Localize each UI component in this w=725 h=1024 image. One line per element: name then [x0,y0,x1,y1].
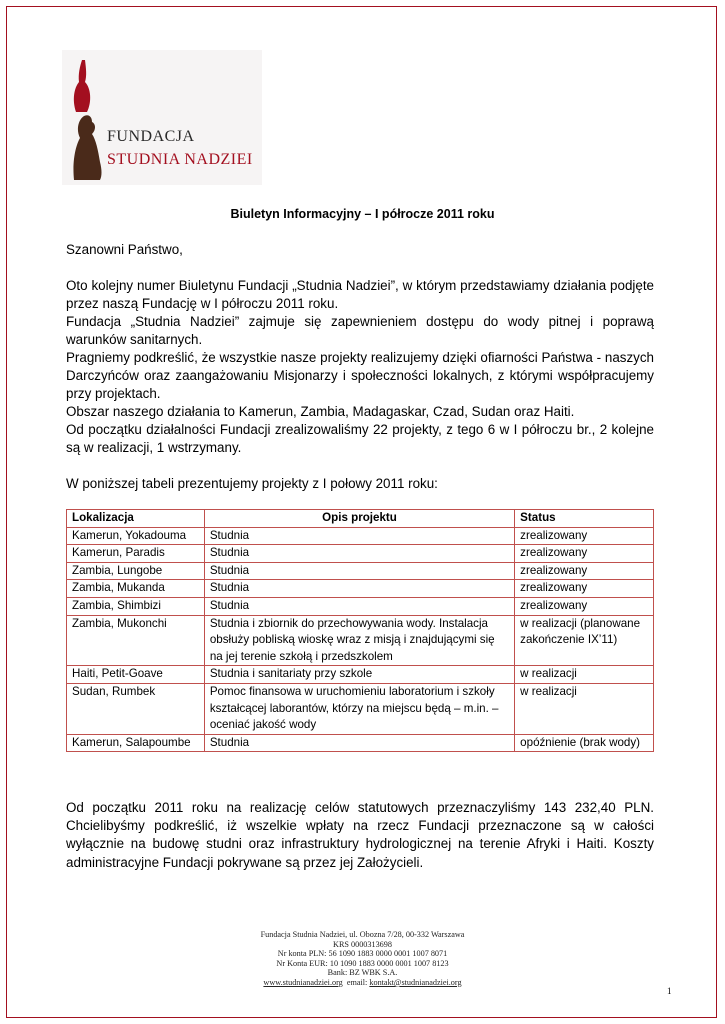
table-row [67,545,654,563]
intro-paragraph-1: Oto kolejny numer Biuletynu Fundacji „Studnia Nadziei”, w którym przedstawiamy działania podjęte przez naszą Fundację w I półroczu 2011 roku. [66,278,654,312]
cell-status: zrealizowany [515,597,654,615]
website-link[interactable]: www.studnianadziei.org [263,977,343,987]
cell-status: w realizacji [515,666,654,684]
cell-description: Studnia i sanitariaty przy szkole [204,666,514,684]
table-header-row [67,510,654,528]
email-label: email: [346,977,368,987]
cell-status: opóźnienie (brak wody) [515,734,654,752]
cell-description: Studnia [204,527,514,545]
table-row [67,562,654,580]
cell-status: zrealizowany [515,580,654,598]
footer-bank: Bank: BZ WBK S.A. [327,968,398,978]
cell-description: Studnia [204,562,514,580]
column-header-status: Status [515,510,654,528]
cell-location: Haiti, Petit-Goave [67,666,205,684]
intro-paragraph-3: Pragniemy podkreślić, że wszystkie nasze projekty realizujemy dzięki ofiarności Państwa - naszych Darczyńców oraz zaangażowaniu Misjonarzy i społeczności lokalnych, z którymi współpracujemy przy projektach. [66,350,654,402]
cell-location: Zambia, Lungobe [67,562,205,580]
email-link[interactable]: kontakt@studnianadziei.org [369,977,462,987]
cell-description: Studnia [204,734,514,752]
cell-status: w realizacji [515,683,654,734]
cell-status: zrealizowany [515,527,654,545]
logo-text-line2: STUDNIA NADZIEI [107,151,253,168]
table-row [67,666,654,684]
intro-paragraph-2: Fundacja „Studnia Nadziei” zajmuje się zapewnieniem dostępu do wody pitnej i poprawą warunków sanitarnych. [66,314,654,348]
intro-paragraph-5: Od początku działalności Fundacji zrealizowaliśmy 22 projekty, z tego 6 w I półroczu br., 2 kolejne są w realizacji, 1 wstrzymany. [66,422,654,456]
intro-paragraph-4: Obszar naszego działania to Kamerun, Zambia, Madagaskar, Czad, Sudan oraz Haiti. [66,404,575,419]
cell-location: Zambia, Shimbizi [67,597,205,615]
table-row [67,615,654,666]
cell-description: Studnia i zbiornik do przechowywania wody. Instalacja obsłuży pobliską wioskę wraz z misją i znajdującymi się na jej terenie szkołą i przedszkolem [204,615,514,666]
cell-location: Sudan, Rumbek [67,683,205,734]
footer [0,930,725,988]
table-row [67,597,654,615]
logo-text-line1: FUNDACJA [107,128,195,145]
cell-description: Studnia [204,580,514,598]
projects-table [66,509,654,752]
table-row [67,527,654,545]
footer-krs: KRS 0000313698 [333,939,392,949]
cell-description: Pomoc finansowa w uruchomieniu laboratorium i szkoły kształcącej laborantów, którzy na miejscu będą – m.in. – oceniać jakość wody [204,683,514,734]
cell-location: Zambia, Mukanda [67,580,205,598]
cell-status: zrealizowany [515,545,654,563]
cell-status: w realizacji (planowane zakończenie IX’11) [515,615,654,666]
cell-status: zrealizowany [515,562,654,580]
cell-description: Studnia [204,545,514,563]
cell-location: Kamerun, Salapoumbe [67,734,205,752]
footer-account-eur: Nr Konta EUR: 10 1090 1883 0000 0001 1007 8123 [276,958,449,968]
cell-location: Zambia, Mukonchi [67,615,205,666]
greeting: Szanowni Państwo, [66,242,183,257]
cell-description: Studnia [204,597,514,615]
document-title: Biuletyn Informacyjny – I półrocze 2011 roku [230,207,495,221]
cell-location: Kamerun, Paradis [67,545,205,563]
footer-address: Fundacja Studnia Nadziei, ul. Obozna 7/28, 00-332 Warszawa [260,930,465,939]
table-row [67,580,654,598]
column-header-description: Opis projektu [204,510,514,528]
table-intro: W poniższej tabeli prezentujemy projekty z I połowy 2011 roku: [66,476,438,491]
footer-contact [0,978,725,988]
closing-paragraph: Od początku 2011 roku na realizację celów statutowych przeznaczyliśmy 143 232,40 PLN. Chcielibyśmy podkreślić, iż wszelkie wpłaty na rzecz Fundacji przeznaczone są w całości wyłącznie na budowę studni oraz infrastruktury hydrologicznej na terenie Afryki i Haiti. Koszty administracyjne Fundacji pokrywane są przez jej Założycieli. [66,800,654,870]
page-number: 1 [667,986,672,996]
column-header-location: Lokalizacja [67,510,205,528]
table-row [67,734,654,752]
footer-account-pln: Nr konta PLN: 56 1090 1883 0000 0001 1007 8071 [277,949,448,959]
table-row [67,683,654,734]
cell-location: Kamerun, Yokadouma [67,527,205,545]
